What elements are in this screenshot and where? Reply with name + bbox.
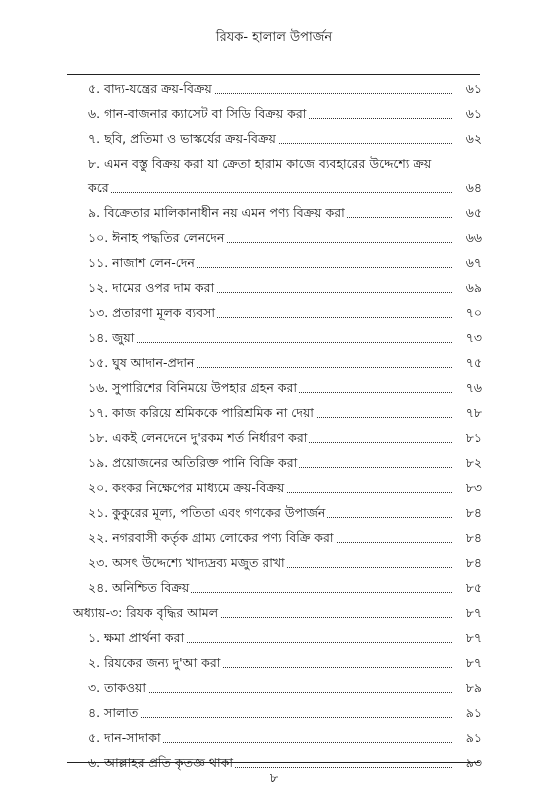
toc-row	[0, 629, 548, 647]
toc-entry-title: ৭. ছবি, প্রতিমা ও ভাস্কর্যের ক্রয়-বিক্রয়	[88, 131, 276, 146]
toc-entry-title: ১৪. জুয়া	[88, 330, 135, 345]
toc-entry-page: ৬৯	[452, 279, 482, 297]
footer-rule	[67, 762, 480, 763]
toc-entry-title: ৫. বাদ্য-যন্ত্রের ক্রয়-বিক্রয়	[88, 81, 212, 96]
toc-entry-title: ৫. দান-সাদাকা	[88, 730, 161, 745]
toc-row	[0, 130, 548, 148]
page-number: ৮	[269, 771, 279, 786]
toc-row	[0, 654, 548, 672]
toc-entry-title: ৪. সালাত	[88, 705, 139, 720]
toc-chapter-title: অধ্যায়-৩: রিযক বৃদ্ধির আমল	[73, 605, 219, 620]
toc-row	[0, 304, 548, 322]
toc-entry-page: ৬৫	[452, 204, 482, 222]
toc-entry-page: ৯১	[452, 704, 482, 722]
toc-row	[0, 204, 548, 222]
toc-entry-page: ৬৪	[452, 179, 482, 197]
toc-entry-title: ৬. আল্লাহর প্রতি কৃতজ্ঞ থাকা	[88, 755, 233, 770]
toc-row	[0, 454, 548, 472]
toc-row	[0, 279, 548, 297]
toc-row	[0, 429, 548, 447]
toc-entry-page: ৮৭	[452, 629, 482, 647]
toc-entry-page: ৬১	[452, 105, 482, 123]
toc-entry-page: ৮২	[452, 454, 482, 472]
running-header: রিযক- হালাল উপার্জন	[215, 30, 333, 45]
toc-row-continuation	[0, 179, 548, 197]
toc-row	[0, 354, 548, 372]
toc-entry-page: ৬১	[452, 80, 482, 98]
toc-entry-page: ৭৩	[452, 329, 482, 347]
toc-entry-page: ৮৫	[452, 579, 482, 597]
toc-entry-page: ৮১	[452, 429, 482, 447]
toc-entry-title: ২২. নগরবাসী কর্তৃক গ্রাম্য লোকের পণ্য বিক্রি করা	[88, 530, 334, 545]
toc-row	[0, 679, 548, 697]
toc-entry-page: ৯৩	[452, 754, 482, 772]
toc-entry-page: ৮৪	[452, 554, 482, 572]
toc-entry-title: ৬. গান-বাজনার ক্যাসেট বা সিডি বিক্রয় করা	[88, 106, 307, 121]
toc-entry-title-continuation: করে	[88, 180, 109, 195]
toc-entry-page: ৭৮	[452, 404, 482, 422]
toc-entry-title: ৯. বিক্রেতার মালিকানাধীন নয় এমন পণ্য বিক্রয় করা	[88, 205, 345, 220]
toc-row	[0, 504, 548, 522]
toc-entry-title: ২. রিযকের জন্য দু'আ করা	[88, 655, 221, 670]
toc-entry-page: ৮৪	[452, 504, 482, 522]
toc-entry-page: ৮৪	[452, 529, 482, 547]
toc-entry-title: ২১. কুকুরের মূল্য, পতিতা এবং গণকের উপার্জন	[88, 505, 326, 520]
toc-entry-title: ১১. নাজাশ লেন-দেন	[88, 255, 195, 270]
toc-row	[0, 329, 548, 347]
toc-entry-title: ২৪. অনিশ্চিত বিক্রয়	[88, 580, 190, 595]
toc-entry-title: ২৩. অসৎ উদ্দেশ্যে খাদ্যদ্রব্য মজুত রাখা	[88, 555, 285, 570]
toc-row	[0, 729, 548, 747]
toc-entry-page: ৯১	[452, 729, 482, 747]
toc-row	[0, 254, 548, 272]
toc-entry-title: ১৭. কাজ করিয়ে শ্রমিককে পারিশ্রমিক না দেয়া	[88, 405, 314, 420]
toc-entry-page: ৮৩	[452, 479, 482, 497]
toc-entry-page: ৬২	[452, 130, 482, 148]
toc-entry-page: ৬৭	[452, 254, 482, 272]
dot-leader	[90, 717, 476, 718]
toc-entry-title: ১০. ঈনাহ পদ্ধতির লেনদেন	[88, 230, 225, 245]
toc-row	[0, 554, 548, 572]
toc-entry-page: ৬৬	[452, 229, 482, 247]
toc-row	[0, 404, 548, 422]
toc-row	[0, 155, 548, 173]
toc-chapter-row	[0, 604, 548, 622]
toc-entry-title: ১. ক্ষমা প্রার্থনা করা	[88, 630, 185, 645]
toc-entry-page: ৭৫	[452, 354, 482, 372]
toc-row	[0, 379, 548, 397]
toc-entry-title: ১৯. প্রয়োজনের অতিরিক্ত পানি বিক্রি করা	[88, 455, 298, 470]
toc-entry-title: ২০. কংকর নিক্ষেপের মাধ্যমে ক্রয়-বিক্রয়	[88, 480, 285, 495]
toc-entry-page: ৭৬	[452, 379, 482, 397]
toc-entry-title: ১৫. ঘুষ আদান-প্রদান	[88, 355, 195, 370]
toc-row	[0, 704, 548, 722]
toc-row	[0, 529, 548, 547]
toc-row	[0, 80, 548, 98]
dot-leader	[90, 192, 476, 193]
toc-entry-title: ১৮. একই লেনদেনে দু'রকম শর্ত নির্ধারণ করা	[88, 430, 308, 445]
toc-entry-title: ১৩. প্রতারণা মূলক ব্যবসা	[88, 305, 215, 320]
toc-row	[0, 105, 548, 123]
toc-row	[0, 579, 548, 597]
toc-row	[0, 479, 548, 497]
dot-leader	[90, 342, 476, 343]
toc-entry-title: ১২. দামের ওপর দাম করা	[88, 280, 215, 295]
toc-entry-title: ৩. তাকওয়া	[88, 680, 147, 695]
toc-row	[0, 229, 548, 247]
toc-entry-page: ৮৯	[452, 679, 482, 697]
toc-entry-page: ৭০	[452, 304, 482, 322]
toc-entry-title: ৮. এমন বস্তু বিক্রয় করা যা ক্রেতা হারাম কাজে ব্যবহারের উদ্দেশ্যে ক্রয়	[88, 156, 432, 171]
toc-entry-page: ৮৭	[452, 604, 482, 622]
toc-entry-page: ৮৭	[452, 654, 482, 672]
toc-entry-title: ১৬. সুপারিশের বিনিময়ে উপহার গ্রহন করা	[88, 380, 298, 395]
